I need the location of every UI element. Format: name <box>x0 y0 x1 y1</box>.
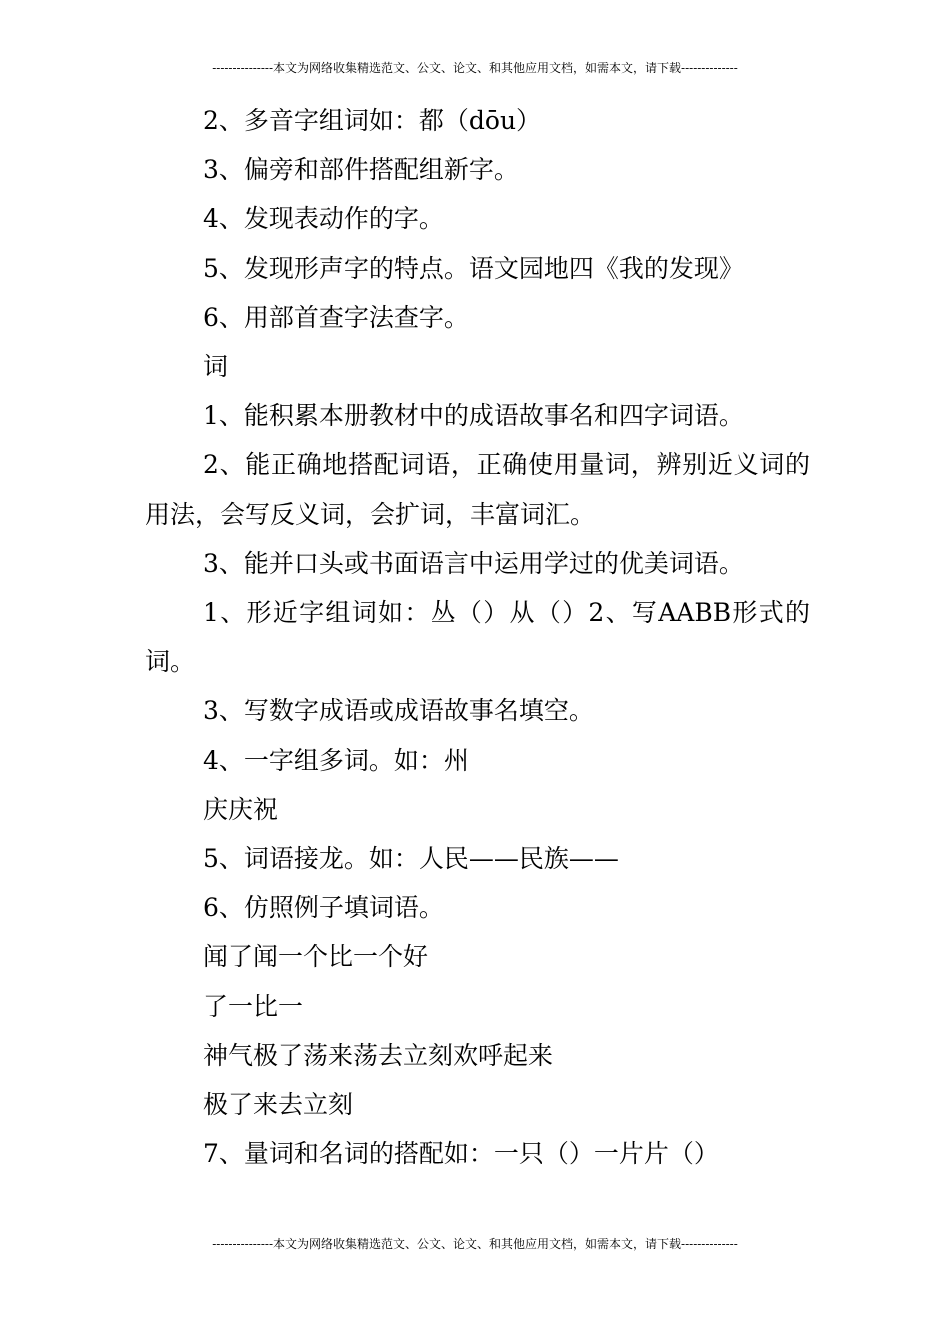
document-body <box>145 96 810 1178</box>
paragraph: 5、发现形声字的特点。语文园地四《我的发现》 <box>203 253 744 283</box>
section-heading: 词 <box>203 352 229 382</box>
page-footer: ---------------本文为网络收集精选范文、公文、论文、和其他应用文档，如需本文，请下载-------------- <box>212 1237 738 1251</box>
paragraph: 闻了闻一个比一个好 <box>203 942 429 972</box>
paragraph: 4、一字组多词。如：州 <box>203 745 469 775</box>
paragraph: 庆庆祝 <box>203 794 279 824</box>
paragraph: 6、用部首查字法查字。 <box>203 302 469 332</box>
paragraph: 2、能正确地搭配词语，正确使用量词，辨别近义词的用法，会写反义词，会扩词，丰富词汇。 <box>145 450 810 529</box>
paragraph: 1、能积累本册教材中的成语故事名和四字词语。 <box>203 401 744 431</box>
paragraph: 了一比一 <box>203 991 304 1021</box>
paragraph: 7、量词和名词的搭配如：一只（）一片片（） <box>203 1139 719 1169</box>
paragraph: 6、仿照例子填词语。 <box>203 893 444 923</box>
paragraph: 极了来去立刻 <box>203 1090 354 1120</box>
paragraph: 2、多音字组词如：都（dōu） <box>203 106 542 135</box>
paragraph: 5、词语接龙。如：人民——民族—— <box>203 844 619 874</box>
paragraph: 3、能并口头或书面语言中运用学过的优美词语。 <box>203 548 744 578</box>
page-header: ---------------本文为网络收集精选范文、公文、论文、和其他应用文档，如需本文，请下载-------------- <box>212 61 738 75</box>
paragraph: 3、偏旁和部件搭配组新字。 <box>203 155 519 185</box>
paragraph: 1、形近字组词如：丛（）从（）2、写AABB形式的词。 <box>145 598 810 677</box>
paragraph: 3、写数字成语或成语故事名填空。 <box>203 696 594 726</box>
paragraph: 4、发现表动作的字。 <box>203 204 444 234</box>
paragraph: 神气极了荡来荡去立刻欢呼起来 <box>203 1040 554 1070</box>
